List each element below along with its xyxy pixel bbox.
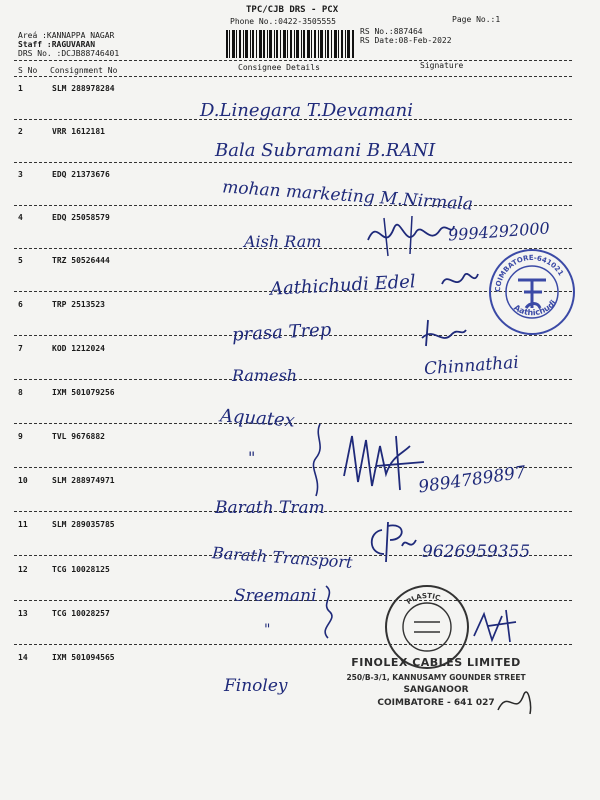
col-signature: Signature: [420, 61, 464, 70]
company-stamp: [336, 656, 536, 708]
row-consignment: SLM 288978284: [52, 84, 115, 93]
seal-bottom-text: Aathichudi: [512, 298, 558, 318]
row-separator: [14, 162, 572, 163]
page-number: Page No.:1: [452, 15, 501, 24]
row-sno: 10: [18, 476, 28, 485]
handwritten-consignee-13: ": [264, 622, 271, 638]
handwritten-consignee-3: mohan marketing M.Nirmala: [221, 177, 474, 215]
handwritten-consignee-12: Sreemani: [234, 586, 317, 606]
drs-line: [18, 49, 119, 59]
drs-value: DCJB88746401: [61, 49, 120, 58]
row-sno: 12: [18, 565, 28, 574]
company-city: COIMBATORE - 641 027: [377, 698, 495, 708]
row-sno: 14: [18, 653, 28, 662]
handwritten-consignee-11: Barath Transport: [211, 543, 354, 572]
row-consignment: TVL 9676882: [52, 432, 105, 441]
signature-scribble-13: [470, 606, 520, 646]
row-consignment: SLM 289035785: [52, 520, 115, 529]
area-value: KANNAPPA NAGAR: [46, 31, 115, 40]
staff-value: RAGUVARAN: [51, 40, 96, 49]
row-consignment: EDQ 21373676: [52, 170, 110, 179]
handwritten-phone-10: 9894789897: [417, 462, 528, 498]
row-consignment: TCG 10028257: [52, 609, 110, 618]
row-sno: 6: [18, 300, 23, 309]
row-sno: 9: [18, 432, 23, 441]
row-consignment: SLM 288974971: [52, 476, 115, 485]
col-sno: S No: [18, 66, 38, 75]
row-sno: 2: [18, 127, 23, 136]
area-label: Areá :: [18, 31, 47, 40]
plastic-seal-text: PLASTIC: [405, 591, 442, 607]
row-sno: 7: [18, 344, 23, 353]
rs-number: RS No.:887464: [360, 27, 423, 36]
handwritten-consignee-2: Bala Subramani B.RANI: [215, 140, 436, 161]
header-rule-bottom: [14, 76, 572, 77]
handwritten-consignee-8: Aquatex: [219, 405, 296, 432]
row-sno: 8: [18, 388, 23, 397]
handwritten-consignee-5: Aathichudi Edel: [269, 271, 417, 300]
row-consignment: IXM 501079256: [52, 388, 115, 397]
col-consignee: Consignee Details: [238, 63, 320, 72]
row-sno: 13: [18, 609, 28, 618]
handwritten-consignee-14: Finoley: [224, 676, 288, 696]
signature-scribble-12: [312, 582, 342, 642]
handwritten-consignee-1: D.Linegara T.Devamani: [200, 100, 413, 121]
row-consignment: TRZ 50526444: [52, 256, 110, 265]
handwritten-consignee-10: Barath Tram: [215, 498, 325, 518]
signature-scribble-6: [418, 316, 468, 350]
handwritten-consignee-7: Ramesh: [232, 366, 298, 385]
handwritten-signature-7: Chinnathai: [423, 352, 520, 380]
handwritten-consignee-6: prasa Trep: [231, 319, 332, 346]
signature-scribble-11: [362, 516, 422, 564]
handwritten-phone-11: 9626959355: [422, 542, 531, 562]
staff-label: Staff :: [18, 40, 52, 49]
rs-date: RS Date:08-Feb-2022: [360, 36, 452, 45]
aathichudi-seal: [488, 248, 576, 336]
aathichudi-seal-graphic: [488, 248, 576, 336]
company-address: 250/B-3/1, KANNUSAMY GOUNDER STREET: [346, 673, 526, 682]
signature-scribble-9: [300, 416, 440, 506]
header-rule-top: [14, 60, 572, 61]
company-area: SANGANOOR: [403, 685, 469, 695]
handwritten-consignee-9: ": [248, 448, 256, 467]
row-consignment: KOD 1212024: [52, 344, 105, 353]
row-sno: 5: [18, 256, 23, 265]
signature-scribble-5: [440, 264, 480, 294]
col-consignment: Consignment No: [50, 66, 118, 75]
company-name: FINOLEX CABLES LIMITED: [351, 656, 521, 669]
row-consignment: TCG 10028125: [52, 565, 110, 574]
row-sno: 4: [18, 213, 23, 222]
row-separator: [14, 205, 572, 206]
row-consignment: IXM 501094565: [52, 653, 115, 662]
seal-top-text: COIMBATORE-641021: [493, 253, 565, 293]
row-consignment: EDQ 25058579: [52, 213, 110, 222]
barcode: [226, 30, 354, 58]
row-consignment: VRR 1612181: [52, 127, 105, 136]
row-sno: 3: [18, 170, 23, 179]
row-sno: 1: [18, 84, 23, 93]
handwritten-phone-4: 9994292000: [447, 218, 551, 245]
sheet-title: TPC/CJB DRS - PCX: [246, 5, 339, 15]
drs-label: DRS No. :: [18, 49, 62, 58]
row-consignment: TRP 2513523: [52, 300, 105, 309]
handwritten-consignee-4: Aish Ram: [244, 232, 322, 251]
row-sno: 11: [18, 520, 28, 529]
signature-scribble-4: [364, 210, 456, 260]
phone-number: Phone No.:0422-3505555: [230, 17, 336, 26]
